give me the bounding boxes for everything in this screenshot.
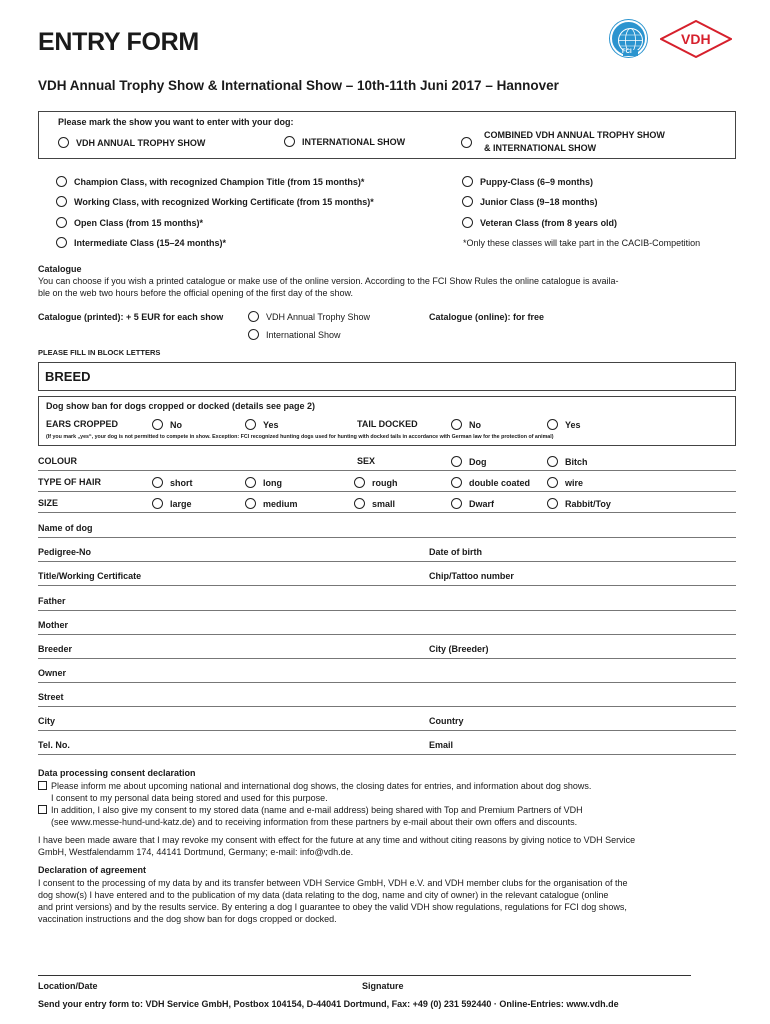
agreement-line-1: I consent to the processing of my data by and its transfer between VDH Service GmbH, VDH e.V. and VDH member clubs for the organisation of the [38,878,628,888]
size-dwarf[interactable] [451,498,494,509]
divider [38,730,736,731]
class-junior[interactable] [462,196,598,207]
size-medium[interactable] [245,498,298,509]
tail-yes[interactable] [547,419,581,430]
radio-icon[interactable] [451,477,462,488]
sex-dog-label: Dog [469,457,487,467]
radio-icon[interactable] [547,419,558,430]
radio-icon[interactable] [284,136,295,147]
ears-no-label: No [170,420,182,430]
divider [38,470,736,471]
class-puppy-label: Puppy-Class (6–9 months) [480,177,594,187]
vdh-logo-text: VDH [681,31,711,47]
radio-icon[interactable] [245,419,256,430]
radio-icon[interactable] [354,477,365,488]
hair-long[interactable] [245,477,282,488]
breed-field[interactable] [38,362,736,391]
radio-icon[interactable] [451,498,462,509]
tail-no[interactable] [451,419,481,430]
radio-icon[interactable] [248,311,259,322]
agreement-line-2: dog show(s) I have entered and to the publication of my data (data relating to the dog, name and city of owner) in the relevant catalogue (online [38,890,609,900]
size-small[interactable] [354,498,395,509]
radio-icon[interactable] [245,477,256,488]
show-option-international[interactable] [284,136,405,147]
divider [38,754,736,755]
send-to-note: Send your entry form to: VDH Service GmbH, Postbox 104154, D-44041 Dortmund, Fax: +49 (0) 231 592440 · Online-Entries: www.vdh.de [38,999,619,1009]
show-option-combined-line1: COMBINED VDH ANNUAL TROPHY SHOW [484,130,665,140]
size-rabbit-toy-label: Rabbit/Toy [565,499,611,509]
class-working-label: Working Class, with recognized Working Certificate (from 15 months)* [74,197,374,207]
tail-no-label: No [469,420,481,430]
radio-icon[interactable] [152,477,163,488]
radio-icon[interactable] [547,477,558,488]
cacib-note: *Only these classes will take part in the CACIB-Competition [463,238,701,248]
tel-field[interactable]: Tel. No. [38,740,70,750]
agreement-line-3: and print versions) and by the results service. By entering a dog I guarantee to obey the valid VDH show regulations, regulations for FCI dog shows, [38,902,627,912]
tail-yes-label: Yes [565,420,581,430]
mother-field[interactable]: Mother [38,620,68,630]
catalogue-heading: Catalogue [38,264,82,274]
hair-label: TYPE OF HAIR [38,477,102,487]
location-date-field[interactable]: Location/Date [38,981,98,991]
hair-wire-label: wire [565,478,584,488]
hair-double-coated[interactable] [451,477,530,488]
radio-icon[interactable] [461,137,472,148]
radio-icon[interactable] [245,498,256,509]
consent-heading: Data processing consent declaration [38,768,196,778]
ears-no[interactable] [152,419,182,430]
tail-docked-label: TAIL DOCKED [357,419,418,429]
vdh-logo [660,20,732,58]
consent-option-1[interactable] [38,780,591,804]
sex-label: SEX [357,456,376,466]
class-intermediate-label: Intermediate Class (15–24 months)* [74,238,227,248]
agreement-text [38,877,627,925]
page-title: ENTRY FORM [38,28,199,56]
consent-option-2-line2: (see www.messe-hund-und-katz.de) and to receiving information from these partners by e-mail about their own offers and discounts. [51,817,578,827]
divider [38,585,736,586]
divider [38,537,736,538]
class-veteran-label: Veteran Class (from 8 years old) [480,218,618,228]
radio-icon[interactable] [462,196,473,207]
show-option-combined[interactable] [461,129,665,155]
ears-yes[interactable] [245,419,279,430]
radio-icon[interactable] [451,456,462,467]
agreement-heading: Declaration of agreement [38,865,147,875]
size-large-label: large [170,499,192,509]
divider [38,561,736,562]
email-field[interactable]: Email [429,740,454,750]
radio-icon[interactable] [152,419,163,430]
radio-icon[interactable] [547,498,558,509]
page-subtitle: VDH Annual Trophy Show & International Show – 10th-11th Juni 2017 – Hannover [38,78,559,93]
size-rabbit-toy[interactable] [547,498,611,509]
class-champion[interactable] [56,176,364,187]
radio-icon[interactable] [152,498,163,509]
hair-short[interactable] [152,477,193,488]
radio-icon[interactable] [354,498,365,509]
divider [38,512,736,513]
city-field[interactable]: City [38,716,56,726]
show-option-trophy[interactable] [58,137,205,148]
divider [38,610,736,611]
divider [38,706,736,707]
sex-bitch[interactable] [547,456,588,467]
radio-icon[interactable] [58,137,69,148]
divider [38,634,736,635]
title-certificate-field[interactable]: Title/Working Certificate [38,571,142,581]
name-of-dog-field[interactable]: Name of dog [38,523,93,533]
revoke-line-2: GmbH, Westfalendamm 174, 44141 Dortmund, Germany; e-mail: info@vdh.de. [38,847,354,857]
radio-icon[interactable] [56,217,67,228]
size-small-label: small [372,499,396,509]
city-breeder-field[interactable]: City (Breeder) [429,644,489,654]
show-option-trophy-label: VDH ANNUAL TROPHY SHOW [76,138,206,148]
block-letters-note: PLEASE FILL IN BLOCK LETTERS [38,348,161,357]
date-of-birth-field[interactable]: Date of birth [429,547,482,557]
hair-short-label: short [170,478,193,488]
class-junior-label: Junior Class (9–18 months) [480,197,598,207]
divider [38,682,736,683]
checkbox-icon[interactable] [38,781,47,790]
consent-option-2[interactable] [38,804,583,828]
breeder-field[interactable]: Breeder [38,644,73,654]
checkbox-icon[interactable] [38,805,47,814]
ears-cropped-label: EARS CROPPED [46,419,119,429]
class-champion-label: Champion Class, with recognized Champion Title (from 15 months)* [74,177,365,187]
radio-icon[interactable] [451,419,462,430]
consent-option-1-line2: I consent to my personal data being stored and used for this purpose. [51,793,328,803]
colour-label: COLOUR [38,456,77,466]
catalogue-text-2: ble on the web two hours before the official opening of the first day of the show. [38,288,354,298]
owner-field[interactable]: Owner [38,668,67,678]
class-open[interactable] [56,217,203,228]
catalogue-printed-trophy[interactable] [248,311,370,322]
catalogue-printed-international-label: International Show [266,330,341,340]
street-field[interactable]: Street [38,692,64,702]
divider [38,491,736,492]
radio-icon[interactable] [248,329,259,340]
class-veteran[interactable] [462,217,617,228]
show-option-combined-line2: & INTERNATIONAL SHOW [484,143,597,153]
catalogue-text-1: You can choose if you wish a printed catalogue or make use of the online version. According to the FCI Show Rules the online catalogue is availa- [38,276,619,286]
consent-option-1-line1: Please inform me about upcoming national and international dog shows, the closing dates for entries, and information about dog shows. [51,781,592,791]
radio-icon[interactable] [547,456,558,467]
catalogue-printed-trophy-label: VDH Annual Trophy Show [266,312,371,322]
radio-icon[interactable] [56,237,67,248]
fci-logo [610,20,647,57]
class-open-label: Open Class (from 15 months)* [74,218,204,228]
revoke-text [38,834,635,858]
hair-wire[interactable] [547,477,583,488]
country-field[interactable]: Country [429,716,464,726]
signature-line [38,975,691,976]
radio-icon[interactable] [56,196,67,207]
signature-field[interactable]: Signature [362,981,404,991]
sex-dog[interactable] [451,456,487,467]
revoke-line-1: I have been made aware that I may revoke my consent with effect for the future at any time and without citing reasons by giving notice to VDH Service [38,835,636,845]
sex-bitch-label: Bitch [565,457,588,467]
breed-label: BREED [45,369,91,384]
radio-icon[interactable] [462,217,473,228]
hair-rough-label: rough [372,478,398,488]
class-working[interactable] [56,196,374,207]
chip-tattoo-field[interactable]: Chip/Tattoo number [429,571,514,581]
fci-logo-text: FCI [622,49,632,55]
size-large[interactable] [152,498,192,509]
pedigree-field[interactable]: Pedigree-No [38,547,92,557]
size-dwarf-label: Dwarf [469,499,495,509]
class-intermediate[interactable] [56,237,226,248]
catalogue-printed-international[interactable] [248,329,341,340]
radio-icon[interactable] [462,176,473,187]
catalogue-printed-label: Catalogue (printed): + 5 EUR for each show [38,312,224,322]
divider [38,658,736,659]
hair-double-coated-label: double coated [469,478,531,488]
cropped-heading: Dog show ban for dogs cropped or docked (details see page 2) [46,401,316,411]
size-label: SIZE [38,498,59,508]
show-option-international-label: INTERNATIONAL SHOW [302,137,406,147]
cropped-note: (If you mark „yes“, your dog is not permitted to compete in show. Exception: FCI recognized hunting dogs used for hunting with docked tails in accordance with German law for the protection of animal) [46,434,554,440]
class-puppy[interactable] [462,176,593,187]
show-prompt: Please mark the show you want to enter with your dog: [58,117,294,127]
size-medium-label: medium [263,499,298,509]
ears-yes-label: Yes [263,420,279,430]
consent-option-2-line1: In addition, I also give my consent to my stored data (name and e-mail address) being shared with Top and Premium Partners of VDH [51,805,583,815]
hair-rough[interactable] [354,477,398,488]
father-field[interactable]: Father [38,596,66,606]
radio-icon[interactable] [56,176,67,187]
agreement-line-4: vaccination instructions and the dog show ban for dogs cropped or docked. [38,914,337,924]
hair-long-label: long [263,478,282,488]
catalogue-online-label: Catalogue (online): for free [429,312,545,322]
